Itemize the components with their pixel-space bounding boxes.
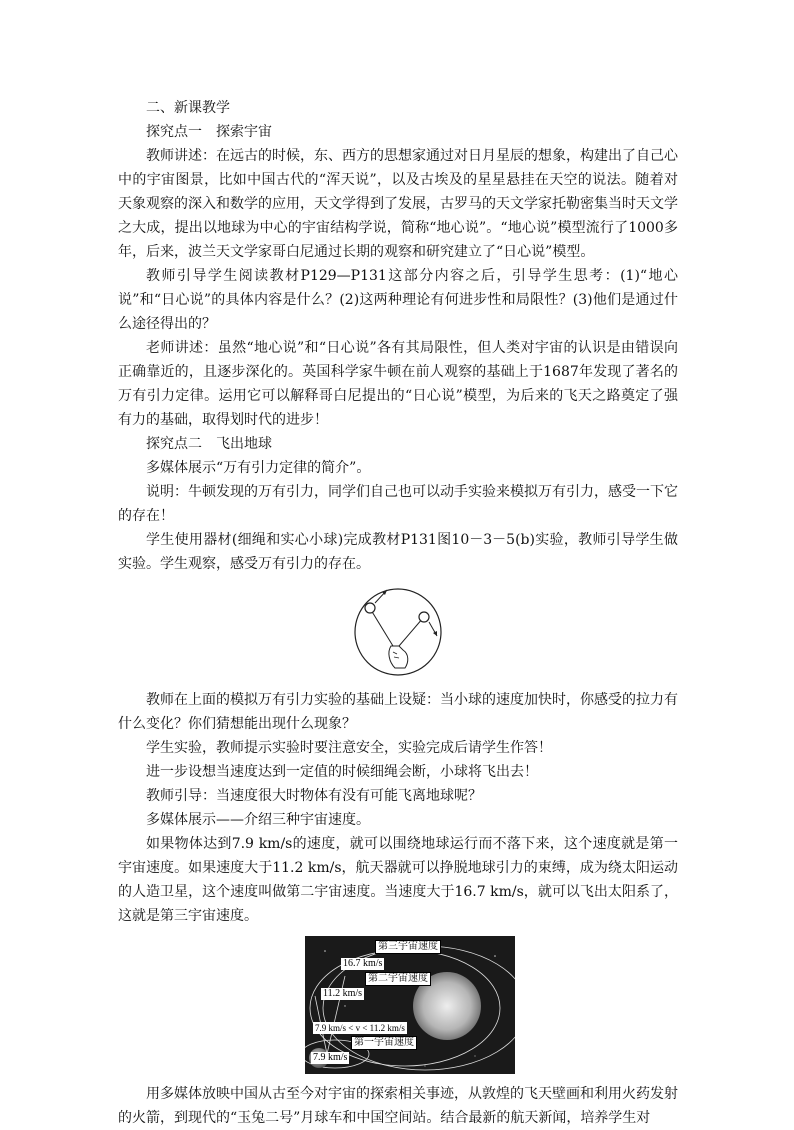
- paragraph-multimedia-2: 多媒体展示——介绍三种宇宙速度。: [146, 812, 370, 828]
- paragraph-teacher-narration-1: 教师讲述：在远古的时候，东、西方的思想家通过对日月星辰的想象，构建出了自己心中的宇宙图景，比如中国古代的“浑天说”，以及古埃及的星星悬挂在天空的说法。随着对天象观察的深入和数学的应用，天文学得到了发展，古罗马的天文学家托勒密集当时天文学之大成，提出以地球为中心的宇宙结构学说，简称“地心说”。“地心说”模型流行了1000多年，后来，波兰天文学家哥白尼通过长期的观察和研究建立了“日心说”模型。: [118, 148, 678, 260]
- paragraph-safety: 学生实验，教师提示实验时要注意安全，实验完成后请学生作答！: [146, 740, 552, 756]
- paragraph-student-experiment: 学生使用器材(细绳和实心小球)完成教材P131图10－3－5(b)实验，教师引导学生做实验。学生观察，感受万有引力的存在。: [118, 532, 678, 572]
- third-velocity-label: 第三宇宙速度: [375, 940, 441, 954]
- first-velocity-value: 7.9 km/s: [313, 1052, 348, 1063]
- paragraph-teacher-narration-2: 老师讲述：虽然“地心说”和“日心说”各有其局限性，但人类对宇宙的认识是由错误向正确靠近的，且逐步深化的。英国科学家牛顿在前人观察的基础上于1687年发现了著名的万有引力定律。运用它可以解释哥白尼提出的“日心说”模型，为后来的飞天之路奠定了强有力的基础，取得划时代的进步！: [118, 340, 678, 428]
- paragraph-reading-guide: 教师引导学生阅读教材P129—P131这部分内容之后，引导学生思考：(1)“地心说”和“日心说”的具体内容是什么？(2)这两种理论有何进步性和局限性？(3)他们是通过什么途径得出的？: [118, 268, 678, 332]
- paragraph-teacher-guide: 教师引导：当速度很大时物体有没有可能飞离地球呢？: [146, 788, 482, 804]
- second-velocity-label: 第二宇宙速度: [365, 972, 431, 986]
- paragraph-multimedia-1: 多媒体展示“万有引力定律的简介”。: [146, 460, 371, 476]
- string-ball-figure: [353, 580, 443, 680]
- section-title: 二、新课教学: [146, 100, 230, 116]
- document-body: [118, 96, 678, 1130]
- inquiry-1-title: 探究点一 探索宇宙: [146, 124, 272, 140]
- inquiry-2-title: 探究点二 飞出地球: [146, 436, 272, 452]
- cosmic-velocity-figure: [305, 936, 515, 1074]
- paragraph-question: 教师在上面的模拟万有引力实验的基础上设疑：当小球的速度加快时，你感受的拉力有什么变化？你们猜想能出现什么现象？: [118, 692, 678, 732]
- third-velocity-value: 16.7 km/s: [343, 958, 383, 969]
- second-velocity-value: 11.2 km/s: [323, 988, 363, 999]
- velocity-range-label: 7.9 km/s < v < 11.2 km/s: [315, 1023, 405, 1033]
- paragraph-explanation: 说明：牛顿发现的万有引力，同学们自己也可以动手实验来模拟万有引力，感受一下它的存在！: [118, 484, 678, 524]
- paragraph-cosmic-velocities: 如果物体达到7.9 km/s的速度，就可以围绕地球运行而不落下来，这个速度就是第一宇宙速度。如果速度大于11.2 km/s，航天器就可以挣脱地球引力的束缚，成为绕太阳运动的人造卫星，这个速度叫做第二宇宙速度。当速度大于16.7 km/s，就可以飞出太阳系了，这就是第三宇宙速度。: [118, 836, 678, 924]
- first-velocity-label: 第一宇宙速度: [351, 1036, 417, 1050]
- paragraph-multimedia-3: 用多媒体放映中国从古至今对宇宙的探索相关事迹，从敦煌的飞天壁画和利用火药发射的火箭，到现代的“玉兔二号”月球车和中国空间站。结合最新的航天新闻，培养学生对: [118, 1086, 678, 1126]
- paragraph-hypothesis: 进一步设想当速度达到一定值的时候细绳会断，小球将飞出去！: [146, 764, 538, 780]
